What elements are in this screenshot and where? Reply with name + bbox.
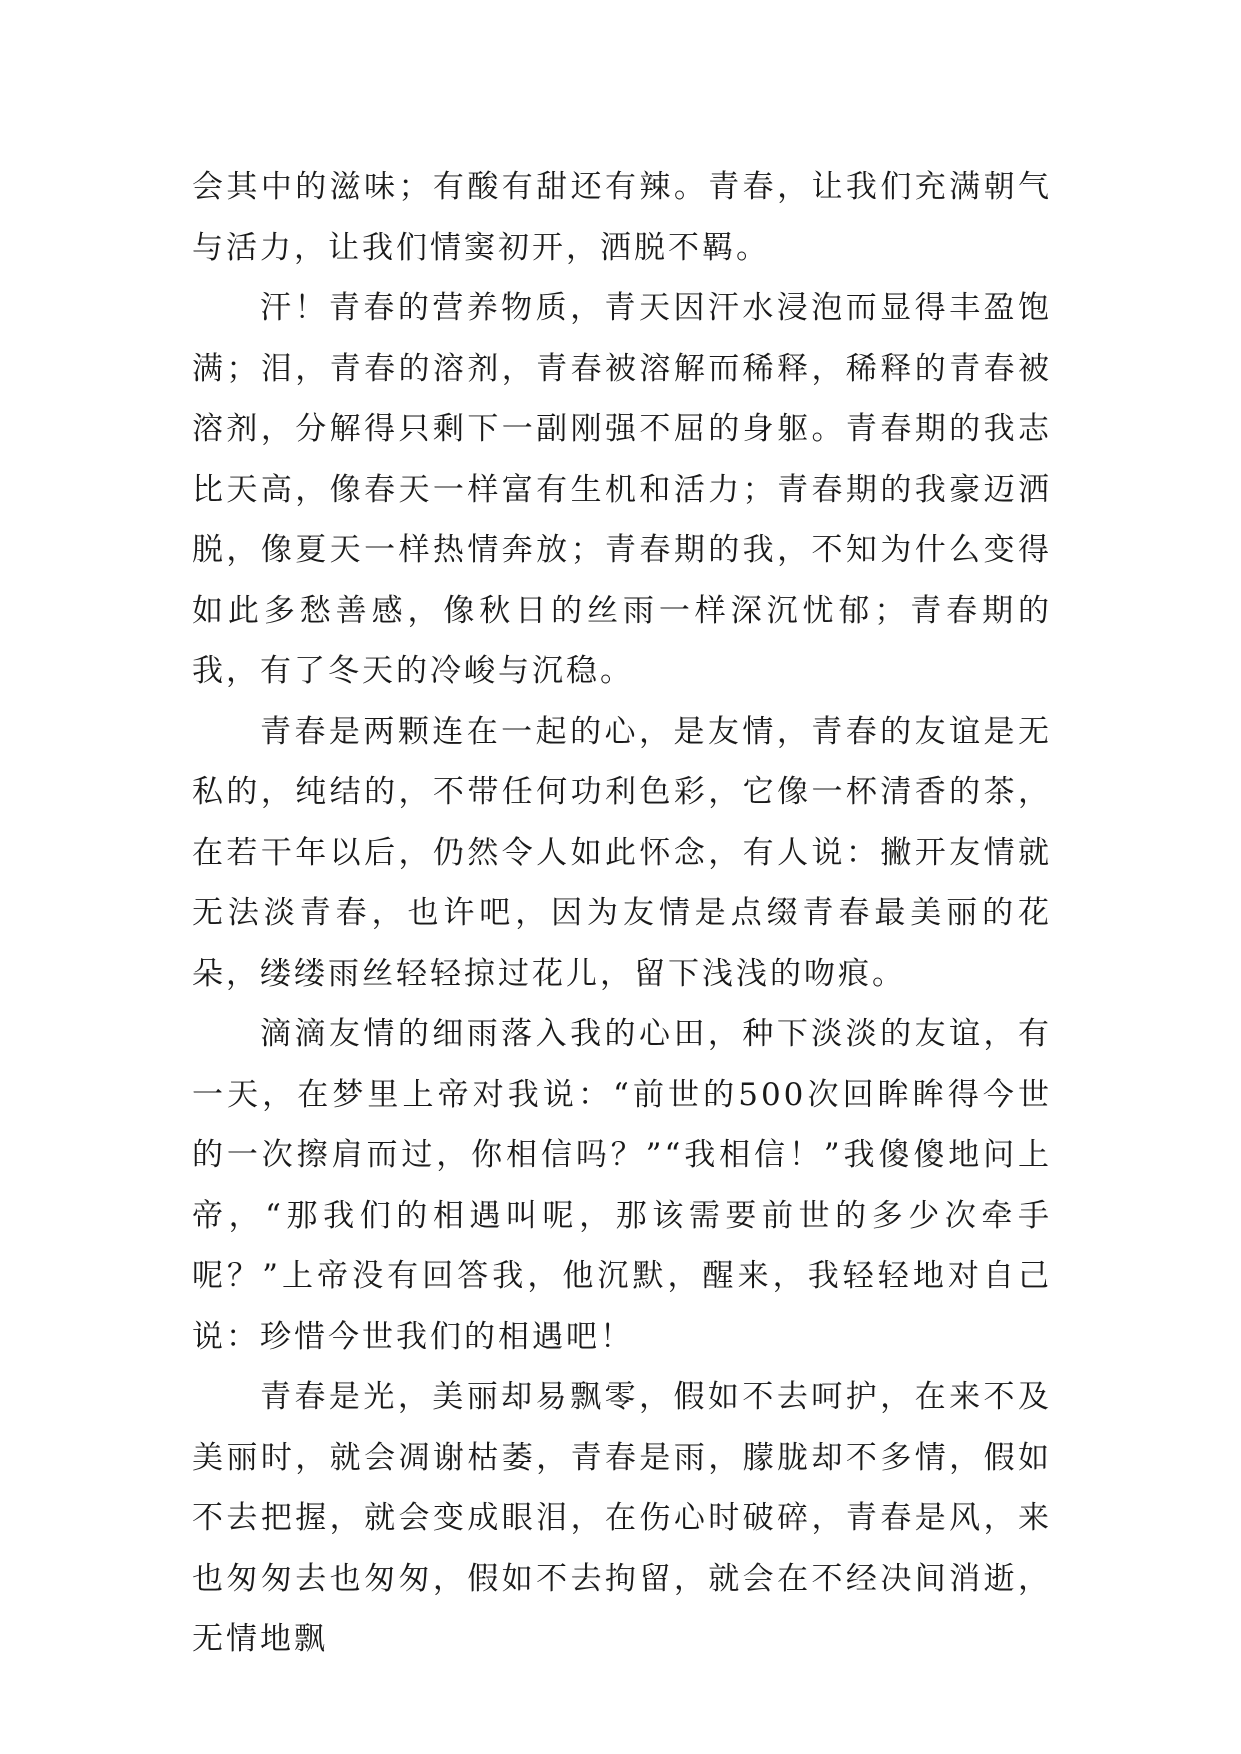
paragraph-5: 青春是光，美丽却易飘零，假如不去呵护，在来不及美丽时，就会凋谢枯萎，青春是雨，朦胧却不多情，假如不去把握，就会变成眼泪，在伤心时破碎，青春是风，来也匆匆去也匆匆，假如不去拘留，就会在不经决间消逝，无情地飘 — [192, 1379, 1052, 1657]
paragraph-2: 汗！青春的营养物质，青天因汗水浸泡而显得丰盈饱满；泪，青春的溶剂，青春被溶解而稀释，稀释的青春被溶剂，分解得只剩下一副刚强不屈的身躯。青春期的我志比天高，像春天一样富有生机和活力；青春期的我豪迈洒脱，像夏天一样热情奔放；青春期的我，不知为什么变得如此多愁善感，像秋日的丝雨一样深沉忧郁；青春期的我，有了冬天的冷峻与沉稳。 — [192, 290, 1052, 689]
document-body — [192, 157, 1052, 1670]
paragraph-4: 滴滴友情的细雨落入我的心田，种下淡淡的友谊，有一天，在梦里上帝对我说：“前世的500次回眸眸得今世的一次擦肩而过，你相信吗？”“我相信！”我傻傻地问上帝，“那我们的相遇叫呢，那该需要前世的多少次牵手呢？”上帝没有回答我，他沉默，醒来，我轻轻地对自己说：珍惜今世我们的相遇吧！ — [192, 1016, 1052, 1355]
paragraph-3: 青春是两颗连在一起的心，是友情，青春的友谊是无私的，纯结的，不带任何功利色彩，它像一杯清香的茶，在若干年以后，仍然令人如此怀念，有人说：撇开友情就无法淡青春，也许吧，因为友情是点缀青春最美丽的花朵，缕缕雨丝轻轻掠过花儿，留下浅浅的吻痕。 — [192, 713, 1052, 992]
paragraph-1: 会其中的滋味；有酸有甜还有辣。青春，让我们充满朝气与活力，让我们情窦初开，洒脱不羁。 — [192, 169, 1052, 266]
